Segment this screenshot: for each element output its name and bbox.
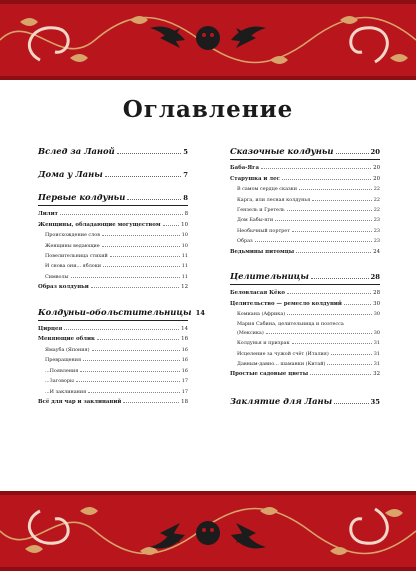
- toc-page-number: 17: [181, 388, 188, 395]
- toc-entry[interactable]: [230, 369, 380, 380]
- toc-entry[interactable]: [230, 359, 380, 369]
- toc-entry-text: Меняющие облик: [38, 336, 95, 343]
- toc-section: [38, 169, 188, 179]
- leader-dots: [88, 392, 179, 393]
- leader-dots: [102, 246, 180, 247]
- toc-page-number: 31: [373, 361, 380, 368]
- toc-entry[interactable]: [38, 334, 188, 345]
- folk-ornament-icon: [0, 491, 416, 571]
- toc-section: [230, 146, 380, 257]
- toc-page-number: 23: [373, 227, 380, 234]
- toc-section: [230, 271, 380, 380]
- toc-entry[interactable]: [230, 299, 380, 310]
- toc-entry-text: Комиана (Африка): [237, 311, 286, 318]
- toc-entry[interactable]: [230, 174, 380, 185]
- toc-page-number: 8: [184, 211, 188, 217]
- toc-entry[interactable]: [230, 328, 380, 338]
- leader-dots: [310, 374, 371, 375]
- toc-entry-text: И снова они... яблоки: [45, 263, 102, 270]
- toc-page-number: 30: [373, 311, 380, 318]
- toc-entry-text: (Мексика): [237, 329, 264, 336]
- toc-page-number: 16: [181, 357, 188, 364]
- leader-dots: [103, 266, 180, 267]
- leader-dots: [287, 210, 372, 211]
- leader-dots: [287, 293, 371, 294]
- toc-entry[interactable]: [230, 226, 380, 236]
- toc-page-number: 24: [373, 248, 380, 255]
- toc-page-number: 7: [183, 171, 188, 179]
- leader-dots: [83, 360, 180, 361]
- toc-section-title[interactable]: [230, 271, 380, 281]
- leader-dots: [255, 241, 372, 242]
- toc-entry[interactable]: [38, 366, 188, 376]
- toc-section-name: Заклятие для Ланы: [230, 396, 333, 407]
- toc-entry-text: Женщины ведающие: [45, 242, 100, 249]
- leader-dots: [334, 403, 368, 404]
- leader-dots: [311, 278, 369, 279]
- toc-entry-text: Исцеление за чужой счёт (Италия): [237, 350, 329, 357]
- section-divider: [230, 159, 380, 160]
- toc-entry-text: Лилит: [38, 211, 58, 217]
- leader-dots: [110, 256, 180, 257]
- leader-dots: [331, 354, 372, 355]
- leader-dots: [76, 381, 180, 382]
- toc-entry-text: ...Заговоры: [45, 378, 74, 385]
- toc-entry-text: Женщины, обладающие могуществом: [38, 221, 161, 228]
- folk-ornament-icon: [0, 0, 416, 80]
- toc-section: [38, 146, 188, 156]
- toc-entry[interactable]: [230, 195, 380, 205]
- toc-right-column: [230, 146, 380, 406]
- toc-section-name: Дома у Ланы: [38, 169, 103, 179]
- leader-dots: [64, 329, 179, 330]
- toc-page-number: 22: [373, 207, 380, 213]
- toc-page-number: 8: [183, 194, 188, 202]
- leader-dots: [275, 220, 372, 221]
- toc-entry-text: Баба-Яга: [230, 165, 259, 171]
- toc-entry-text: Целительство — ремесло колдуний: [230, 300, 342, 307]
- toc-entry-text: Повелительница стихий: [45, 253, 108, 259]
- toc-entry[interactable]: [38, 397, 188, 408]
- toc-page-number: 10: [181, 221, 188, 228]
- toc-entry-text: Колдунья и призрак: [237, 340, 290, 347]
- toc-entry[interactable]: [38, 324, 188, 335]
- toc-entry[interactable]: [38, 345, 188, 355]
- toc-page-number: 14: [181, 325, 188, 332]
- toc-section-name: Первые колдуньи: [38, 192, 126, 202]
- toc-entry-text: Карга, или лесная колдунья: [237, 196, 311, 203]
- leader-dots: [344, 304, 371, 305]
- leader-dots: [299, 189, 372, 190]
- toc-page-number: 23: [373, 217, 380, 224]
- toc-page-number: 31: [373, 350, 380, 357]
- leader-dots: [92, 350, 180, 351]
- toc-entry-text: Образ колдуньи: [38, 284, 89, 291]
- toc-entry[interactable]: [38, 355, 188, 365]
- leader-dots: [266, 333, 372, 334]
- toc-entry-text: Образ: [237, 238, 253, 245]
- toc-section-title[interactable]: [38, 169, 188, 179]
- toc-page-number: 16: [181, 367, 188, 374]
- toc-section: [38, 306, 206, 408]
- leader-dots: [282, 179, 371, 180]
- toc-entry[interactable]: [38, 220, 188, 231]
- toc-entry-text: Происхождение слов: [45, 232, 100, 239]
- toc-entry-text: ...И заклинания: [45, 388, 87, 395]
- page-title: Оглавление: [122, 96, 294, 123]
- leader-dots: [80, 371, 179, 372]
- toc-page-number: 31: [373, 340, 380, 347]
- toc-section-title[interactable]: [38, 192, 188, 202]
- toc-page-number: 12: [181, 284, 188, 291]
- toc-page-number: 23: [373, 238, 380, 245]
- toc-section-name: Сказочные колдуньи: [230, 146, 334, 156]
- toc-entry[interactable]: [230, 215, 380, 225]
- toc-entry-text: ...Появления: [45, 367, 79, 374]
- toc-entry[interactable]: [38, 209, 188, 220]
- toc-page-number: 17: [181, 378, 188, 385]
- leader-dots: [292, 343, 372, 344]
- leader-dots: [127, 199, 181, 200]
- toc-entry[interactable]: [230, 288, 380, 299]
- toc-entry-text: Ведьмины питомцы: [230, 248, 295, 255]
- toc-page-number: 18: [181, 399, 188, 406]
- toc-page-number: 30: [373, 329, 380, 336]
- toc-entry[interactable]: [230, 163, 380, 174]
- toc-entry[interactable]: [38, 387, 188, 397]
- toc-entry[interactable]: [38, 251, 188, 261]
- toc-entry-text: Гензель и Гретель: [237, 207, 285, 213]
- toc-page-number: 28: [373, 290, 380, 297]
- leader-dots: [91, 287, 179, 288]
- toc-entry[interactable]: [38, 230, 188, 240]
- toc-entry[interactable]: [38, 376, 188, 386]
- toc-page-number: 35: [370, 398, 380, 407]
- leader-dots: [71, 277, 180, 278]
- toc-entry-text: Всё для чар и заклинаний: [38, 399, 122, 406]
- leader-dots: [117, 153, 182, 154]
- toc-entry[interactable]: [230, 236, 380, 246]
- leader-dots: [287, 314, 372, 315]
- toc-page-number: 10: [181, 232, 188, 239]
- toc-entry-text: Необычный портрет: [237, 227, 290, 234]
- toc-page-number: 22: [373, 196, 380, 203]
- toc-entry-text: Мария Сабина, целительница и поэтесса: [237, 320, 344, 327]
- toc-section: [38, 192, 188, 293]
- bottom-ornament-band: [0, 491, 416, 571]
- toc-section-title[interactable]: [230, 396, 380, 406]
- toc-page-number: 10: [181, 242, 188, 249]
- leader-dots: [97, 339, 179, 340]
- toc-section-name: Вслед за Ланой: [38, 146, 115, 156]
- toc-page-number: 11: [181, 253, 188, 259]
- toc-entry-text: Ямауба (Япония): [45, 347, 90, 353]
- toc-page-number: 32: [373, 371, 380, 378]
- toc-entry[interactable]: [230, 349, 380, 359]
- toc-page-number: 5: [183, 148, 188, 156]
- leader-dots: [296, 252, 371, 253]
- toc-entry[interactable]: [230, 247, 380, 258]
- top-ornament-band: [0, 0, 416, 80]
- leader-dots: [102, 235, 180, 236]
- toc-entry-text: Старушка и лес: [230, 175, 280, 182]
- toc-page-number: 16: [181, 347, 188, 353]
- leader-dots: [105, 176, 182, 177]
- leader-dots: [123, 402, 179, 403]
- section-divider: [38, 205, 188, 206]
- leader-dots: [312, 200, 372, 201]
- toc-entry-text: Превращения: [45, 357, 82, 364]
- toc-entry[interactable]: [230, 184, 380, 194]
- toc-page-number: 20: [373, 175, 380, 182]
- toc-page-number: 14: [195, 308, 206, 317]
- section-divider: [38, 320, 188, 321]
- leader-dots: [327, 364, 371, 365]
- toc-entry-text: Символы: [45, 273, 69, 280]
- toc-page-number: 20: [370, 148, 380, 156]
- toc-page-number: 30: [373, 300, 380, 307]
- toc-page-number: 16: [181, 336, 188, 343]
- toc-entry[interactable]: [38, 241, 188, 251]
- toc-page-number: 11: [181, 273, 188, 280]
- toc-entry[interactable]: [230, 338, 380, 348]
- leader-dots: [292, 231, 372, 232]
- toc-section-title[interactable]: [38, 306, 206, 317]
- toc-entry[interactable]: [38, 282, 188, 293]
- toc-entry-text: Цирцея: [38, 325, 63, 332]
- toc-entry-text: Давным-давно... шаманки (Китай): [237, 361, 326, 368]
- toc-section-title[interactable]: [38, 146, 188, 156]
- toc-left-column: [38, 146, 206, 408]
- toc-entry[interactable]: [230, 309, 380, 319]
- toc-section-title[interactable]: [230, 146, 380, 156]
- toc-page-number: 11: [181, 263, 188, 270]
- toc-entry-text: Простые садовые цветы: [230, 371, 309, 378]
- toc-entry[interactable]: [38, 272, 188, 282]
- toc-page-number: 20: [373, 165, 380, 171]
- toc-page-number: 28: [370, 273, 380, 282]
- toc-entry[interactable]: [230, 320, 380, 328]
- toc-entry[interactable]: [38, 261, 188, 271]
- leader-dots: [336, 153, 369, 154]
- toc-entry-text: В самом сердце сказки: [237, 186, 297, 193]
- leader-dots: [261, 168, 371, 169]
- toc-entry-text: Беловласая Кёко: [230, 290, 285, 297]
- toc-entry[interactable]: [230, 205, 380, 215]
- toc-section-name: Целительницы: [230, 271, 309, 282]
- toc-section: [230, 396, 380, 406]
- toc-page-number: 22: [373, 186, 380, 193]
- leader-dots: [60, 214, 183, 215]
- section-divider: [230, 284, 380, 285]
- leader-dots: [163, 225, 180, 226]
- toc-section-name: Колдуньи-обольстительницы: [38, 306, 192, 317]
- toc-entry-text: Дом Бабы-яги: [237, 217, 274, 224]
